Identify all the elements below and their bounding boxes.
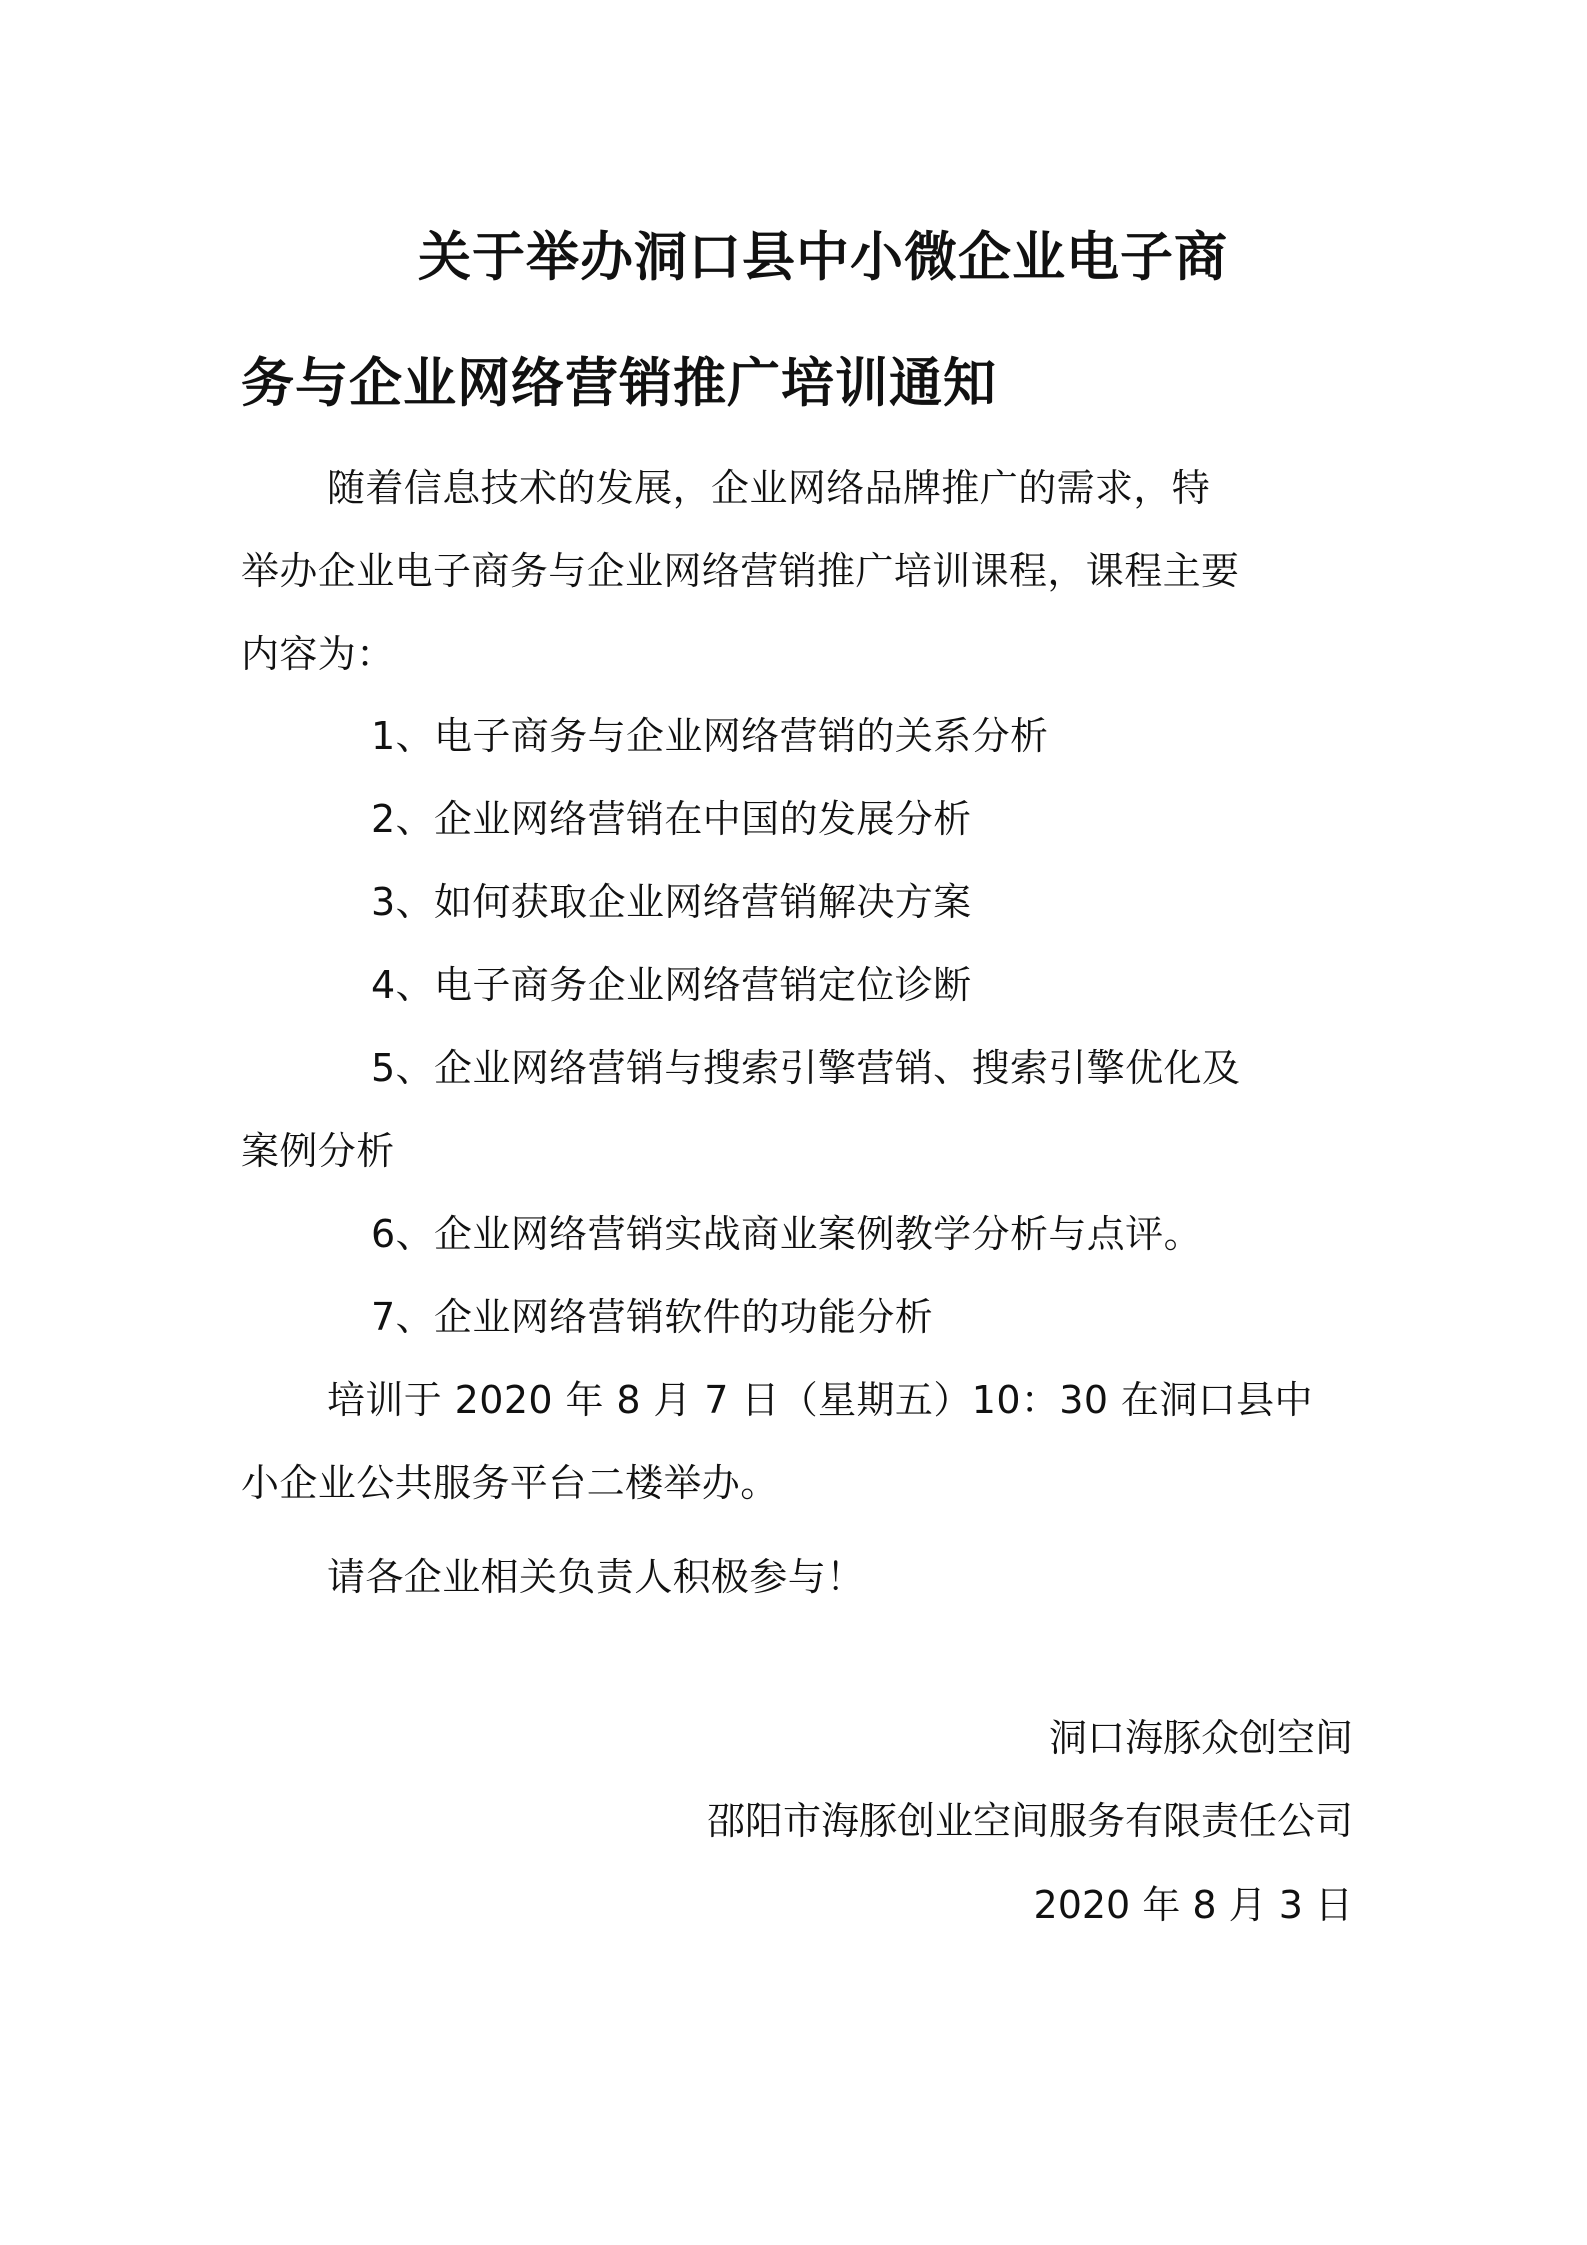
course-item-3: 3、如何获取企业网络营销解决方案 (371, 880, 972, 924)
schedule-line-2: 小企业公共服务平台二楼举办。 (241, 1461, 779, 1505)
course-item-1: 1、电子商务与企业网络营销的关系分析 (371, 714, 1049, 758)
course-item-2: 2、企业网络营销在中国的发展分析 (371, 797, 972, 841)
intro-line-1: 随着信息技术的发展，企业网络品牌推广的需求，特 (327, 466, 1211, 510)
intro-line-2: 举办企业电子商务与企业网络营销推广培训课程，课程主要 (241, 549, 1240, 593)
course-item-5-continued: 案例分析 (241, 1129, 395, 1173)
course-item-7: 7、企业网络营销软件的功能分析 (371, 1295, 934, 1339)
schedule-line-1: 培训于 2020 年 8 月 7 日（星期五）10：30 在洞口县中 (327, 1378, 1313, 1422)
course-item-4: 4、电子商务企业网络营销定位诊断 (371, 963, 972, 1007)
title-line-2: 务与企业网络营销推广培训通知 (241, 352, 997, 414)
appeal-line: 请各企业相关负责人积极参与！ (327, 1555, 865, 1599)
signature-org-1: 洞口海豚众创空间 (1048, 1716, 1353, 1760)
course-item-5: 5、企业网络营销与搜索引擎营销、搜索引擎优化及 (371, 1046, 1241, 1090)
course-item-6: 6、企业网络营销实战商业案例教学分析与点评。 (371, 1212, 1202, 1256)
intro-line-3: 内容为： (241, 632, 395, 676)
signature-date: 2020 年 8 月 3 日 (1033, 1883, 1353, 1927)
signature-org-2: 邵阳市海豚创业空间服务有限责任公司 (706, 1799, 1353, 1843)
title-line-1: 关于举办洞口县中小微企业电子商 (418, 226, 1228, 288)
